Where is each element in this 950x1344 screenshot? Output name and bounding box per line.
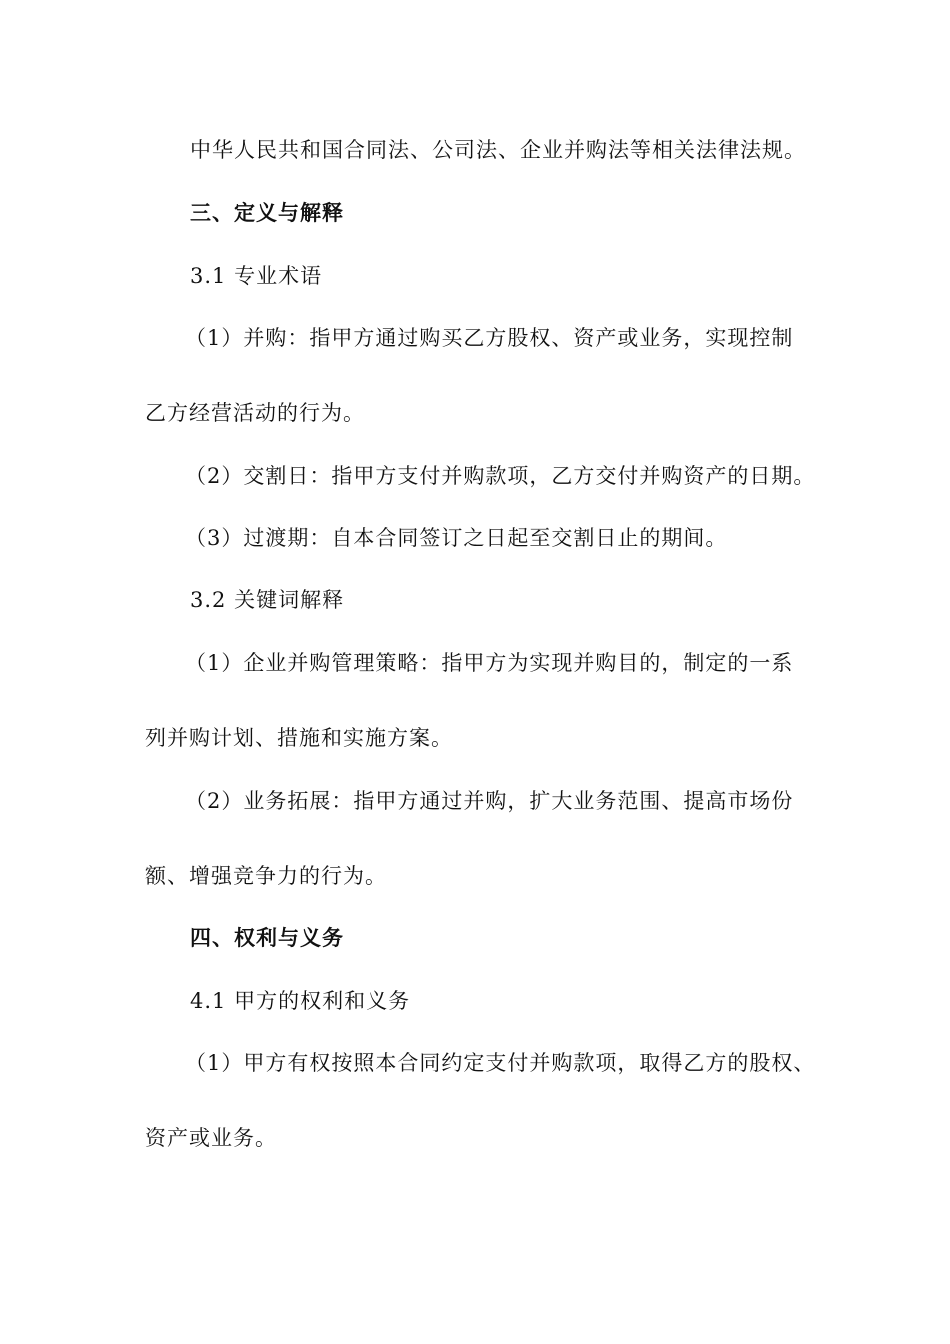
- paragraph-strategy-line1: （1）企业并购管理策略：指甲方为实现并购目的，制定的一系: [185, 651, 794, 675]
- paragraph-party-a-rights-line2: 资产或业务。: [145, 1126, 277, 1150]
- paragraph-merger-line2: 乙方经营活动的行为。: [145, 401, 365, 425]
- paragraph-law-reference: 中华人民共和国合同法、公司法、企业并购法等相关法律法规。: [190, 138, 806, 162]
- paragraph-expansion-line1: （2）业务拓展：指甲方通过并购，扩大业务范围、提高市场份: [185, 789, 794, 813]
- subsection-heading-party-a: 4.1 甲方的权利和义务: [190, 989, 411, 1013]
- subsection-heading-keywords: 3.2 关键词解释: [190, 588, 345, 612]
- paragraph-expansion-line2: 额、增强竞争力的行为。: [145, 864, 387, 888]
- paragraph-strategy-line2: 列并购计划、措施和实施方案。: [145, 726, 453, 750]
- section-heading-rights: 四、权利与义务: [190, 925, 344, 950]
- paragraph-merger-line1: （1）并购：指甲方通过购买乙方股权、资产或业务，实现控制: [185, 326, 794, 350]
- paragraph-closing-date: （2）交割日：指甲方支付并购款项，乙方交付并购资产的日期。: [185, 464, 816, 488]
- subsection-heading-terms: 3.1 专业术语: [190, 264, 323, 288]
- paragraph-transition-period: （3）过渡期：自本合同签订之日起至交割日止的期间。: [185, 526, 728, 550]
- section-heading-definitions: 三、定义与解释: [190, 200, 344, 225]
- paragraph-party-a-rights-line1: （1）甲方有权按照本合同约定支付并购款项，取得乙方的股权、: [185, 1051, 816, 1075]
